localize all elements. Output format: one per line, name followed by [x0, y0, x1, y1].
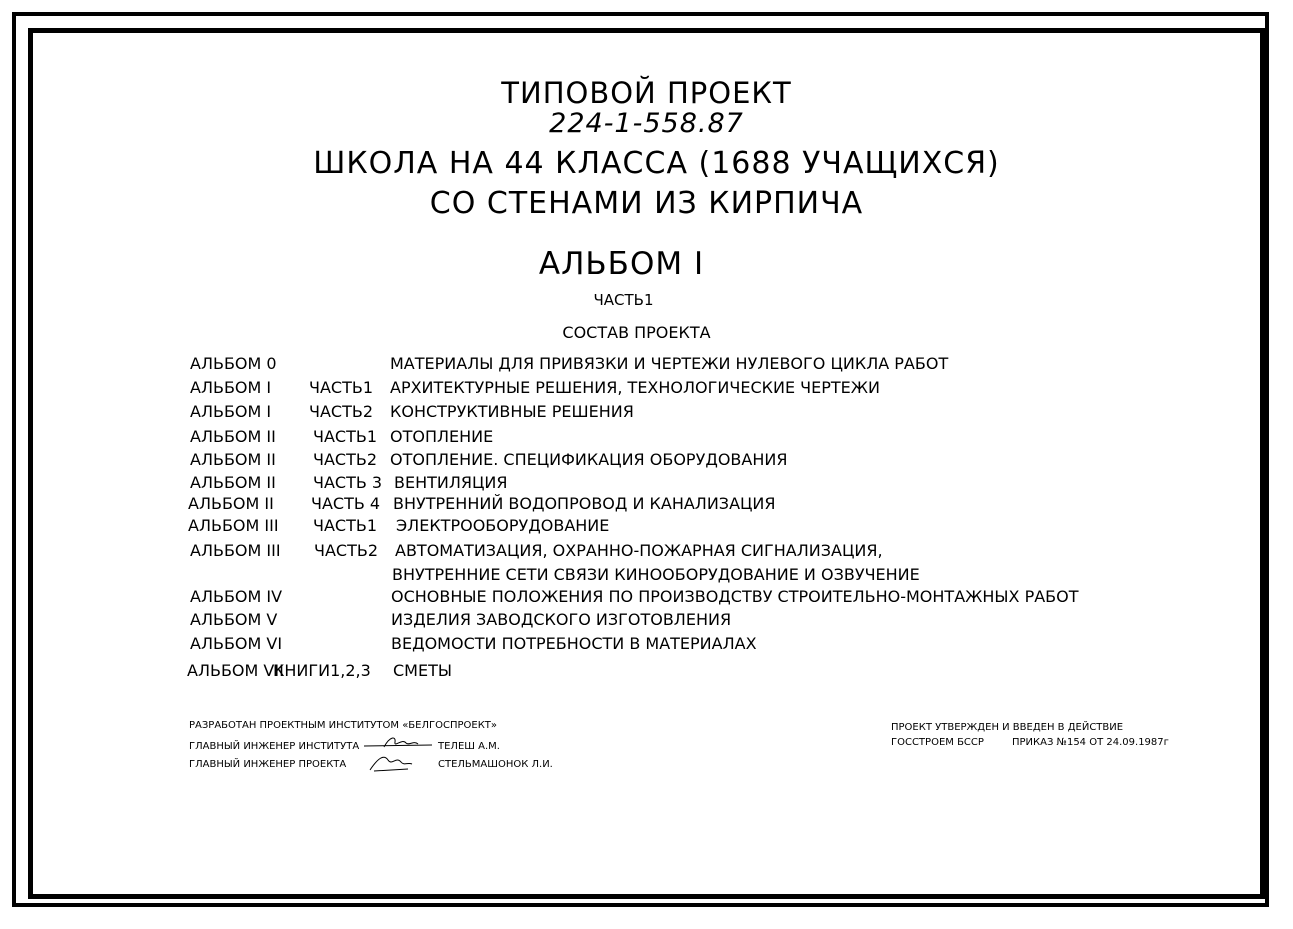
chief-project-name: СТЕЛЬМАШОНОК Л.И. [438, 759, 553, 770]
album-label: АЛЬБОМ II [190, 450, 276, 469]
part-label: КНИГИ1,2,3 [273, 661, 371, 680]
album-label: АЛЬБОМ IV [190, 587, 283, 606]
album-title: АЛЬБОМ I [538, 246, 705, 282]
description: МАТЕРИАЛЫ ДЛЯ ПРИВЯЗКИ И ЧЕРТЕЖИ НУЛЕВОГО ЦИКЛА РАБОТ [390, 354, 949, 373]
developed-by: РАЗРАБОТАН ПРОЕКТНЫМ ИНСТИТУТОМ «БЕЛГОСПРОЕКТ» [189, 720, 498, 731]
description: ЭЛЕКТРООБОРУДОВАНИЕ [396, 516, 610, 535]
part-title: ЧАСТЬ1 [593, 291, 654, 309]
part-label: ЧАСТЬ1 [309, 378, 374, 397]
album-label: АЛЬБОМ III [190, 541, 281, 560]
description: АРХИТЕКТУРНЫЕ РЕШЕНИЯ, ТЕХНОЛОГИЧЕСКИЕ ЧЕРТЕЖИ [390, 378, 880, 397]
part-label: ЧАСТЬ 3 [313, 473, 383, 492]
project-number: 224-1-558.87 [549, 108, 744, 139]
description: ВЕНТИЛЯЦИЯ [394, 473, 508, 492]
description: ВНУТРЕННИЕ СЕТИ СВЯЗИ КИНООБОРУДОВАНИЕ И ОЗВУЧЕНИЕ [392, 565, 920, 584]
album-label: АЛЬБОМ I [190, 378, 272, 397]
album-label: АЛЬБОМ V [190, 610, 278, 629]
chief-institute-title: ГЛАВНЫЙ ИНЖЕНЕР ИНСТИТУТА [189, 741, 360, 752]
album-label: АЛЬБОМ VI [190, 634, 283, 653]
signature-chief-project [368, 752, 416, 774]
album-label: АЛЬБОМ I [190, 402, 272, 421]
contents-title: СОСТАВ ПРОЕКТА [562, 323, 711, 342]
approval-org: ГОССТРОЕМ БССР [891, 737, 984, 748]
description: ВНУТРЕННИЙ ВОДОПРОВОД И КАНАЛИЗАЦИЯ [393, 494, 776, 513]
approval-order: ПРИКАЗ №154 ОТ 24.09.1987г [1012, 737, 1169, 748]
part-label: ЧАСТЬ2 [314, 541, 379, 560]
album-label: АЛЬБОМ 0 [190, 354, 277, 373]
approval-line: ПРОЕКТ УТВЕРЖДЕН И ВВЕДЕН В ДЕЙСТВИЕ [891, 722, 1124, 733]
description: ВЕДОМОСТИ ПОТРЕБНОСТИ В МАТЕРИАЛАХ [391, 634, 757, 653]
album-label: АЛЬБОМ VII [187, 661, 284, 680]
doc-type: ТИПОВОЙ ПРОЕКТ [501, 76, 792, 110]
description: АВТОМАТИЗАЦИЯ, ОХРАННО-ПОЖАРНАЯ СИГНАЛИЗАЦИЯ, [395, 541, 883, 560]
description: ИЗДЕЛИЯ ЗАВОДСКОГО ИЗГОТОВЛЕНИЯ [391, 610, 732, 629]
project-title: ШКОЛА НА 44 КЛАССА (1688 УЧАЩИХСЯ) [313, 146, 1000, 181]
album-label: АЛЬБОМ II [190, 427, 276, 446]
description: ОТОПЛЕНИЕ. СПЕЦИФИКАЦИЯ ОБОРУДОВАНИЯ [390, 450, 788, 469]
description: ОСНОВНЫЕ ПОЛОЖЕНИЯ ПО ПРОИЗВОДСТВУ СТРОИТЕЛЬНО-МОНТАЖНЫХ РАБОТ [391, 587, 1079, 606]
part-label: ЧАСТЬ1 [313, 516, 378, 535]
chief-institute-name: ТЕЛЕШ А.М. [438, 741, 500, 752]
part-label: ЧАСТЬ1 [313, 427, 378, 446]
description: СМЕТЫ [393, 661, 452, 680]
part-label: ЧАСТЬ2 [309, 402, 374, 421]
signature-chief-institute [362, 734, 440, 752]
project-subtitle: СО СТЕНАМИ ИЗ КИРПИЧА [429, 186, 864, 221]
description: ОТОПЛЕНИЕ [390, 427, 494, 446]
part-label: ЧАСТЬ 4 [311, 494, 381, 513]
description: КОНСТРУКТИВНЫЕ РЕШЕНИЯ [390, 402, 634, 421]
album-label: АЛЬБОМ II [190, 473, 276, 492]
part-label: ЧАСТЬ2 [313, 450, 378, 469]
album-label: АЛЬБОМ II [188, 494, 274, 513]
album-label: АЛЬБОМ III [188, 516, 279, 535]
chief-project-title: ГЛАВНЫЙ ИНЖЕНЕР ПРОЕКТА [189, 759, 347, 770]
